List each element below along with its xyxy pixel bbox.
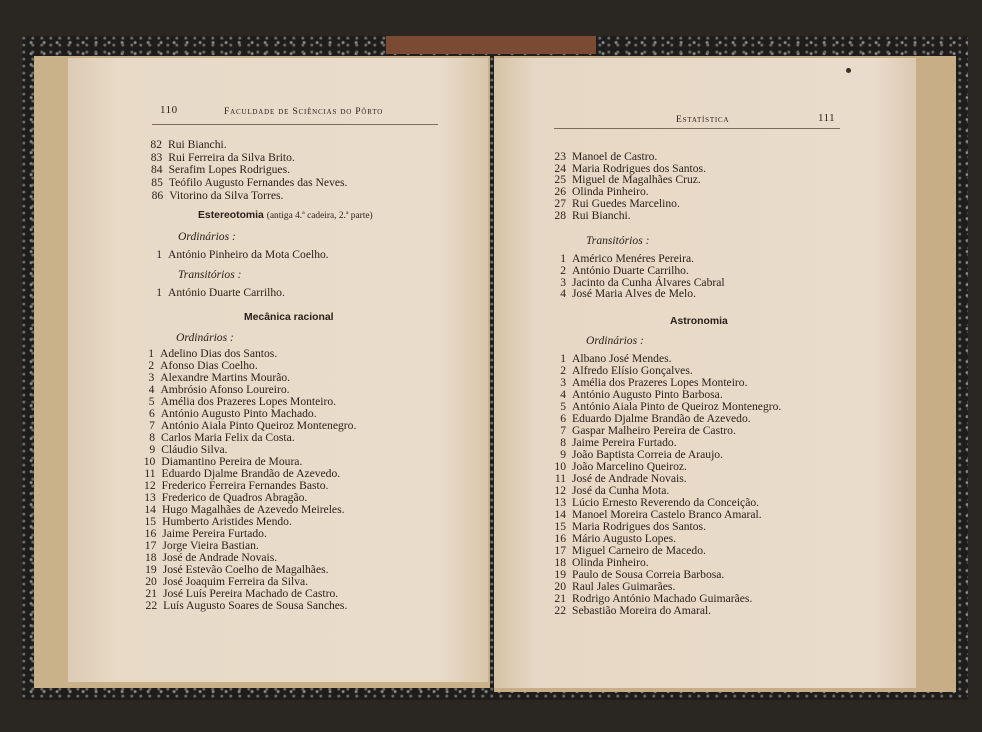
list-item (148, 138, 227, 151)
item-name: Rodrigo António Machado Guimarães. (572, 592, 753, 605)
item-name: Ambrósio Afonso Loureiro. (160, 383, 290, 396)
item-number: 25 (554, 173, 566, 187)
section-title-astronomia: Astronomia (670, 316, 728, 327)
list-item (148, 248, 329, 261)
item-name: João Baptista Correia de Araujo. (572, 448, 724, 461)
left-page (68, 58, 488, 682)
item-number: 19 (145, 563, 157, 576)
list-item (552, 287, 696, 300)
book-spine (386, 36, 596, 54)
item-number: 1 (148, 347, 154, 360)
item-number: 8 (560, 436, 566, 449)
item-name: Teófilo Augusto Fernandes das Neves. (168, 176, 348, 190)
item-name: Frederico de Quadros Abragão. (161, 491, 308, 504)
item-number: 4 (560, 287, 566, 301)
item-number: 28 (554, 208, 566, 222)
item-name: Olinda Pinheiro. (572, 556, 649, 569)
item-name: António Duarte Carrilho. (168, 286, 285, 299)
item-number: 13 (144, 491, 156, 504)
item-name: António Aiala Pinto Queiroz Montenegro. (160, 419, 357, 432)
item-name: Maria Rodrigues dos Santos. (572, 161, 706, 175)
item-name: Jaime Pereira Furtado. (572, 436, 677, 449)
item-name: José da Cunha Mota. (572, 484, 670, 497)
item-number: 24 (554, 161, 566, 175)
item-number: 6 (560, 412, 566, 425)
item-name: Maria Rodrigues dos Santos. (572, 520, 706, 533)
list-item (148, 286, 285, 299)
transitorios-label: Transitórios : (586, 234, 650, 247)
item-name: Hugo Magalhães de Azevedo Meireles. (161, 503, 345, 516)
item-number: 19 (554, 568, 566, 581)
item-name: Miguel Carneiro de Macedo. (572, 544, 706, 557)
item-name: José Estevão Coelho de Magalhães. (162, 563, 329, 576)
item-number: 4 (148, 383, 155, 396)
item-number: 18 (554, 556, 566, 569)
item-name: José Luís Pereira Machado de Castro. (163, 587, 339, 600)
item-number: 5 (148, 395, 155, 408)
item-name: Afonso Dias Coelho. (160, 359, 258, 372)
list-item (149, 176, 348, 189)
item-number: 11 (554, 472, 566, 485)
running-head: Estatística (676, 114, 730, 125)
ordinarios-label: Ordinários : (178, 230, 236, 243)
ordinarios-label: Ordinários : (586, 334, 644, 347)
item-number: 5 (560, 400, 566, 413)
item-number: 26 (554, 185, 566, 199)
item-name: António Duarte Carrilho. (572, 263, 689, 277)
item-number: 7 (560, 424, 566, 437)
item-number: 4 (560, 388, 566, 401)
item-number: 3 (560, 376, 566, 389)
item-number: 20 (145, 575, 157, 588)
transitorios-label: Transitórios : (178, 268, 242, 281)
list-item (148, 151, 295, 164)
item-number: 21 (145, 587, 157, 600)
item-number: 12 (144, 479, 156, 492)
item-name: Alfredo Elísio Gonçalves. (572, 364, 693, 377)
item-number: 16 (554, 532, 566, 545)
paper-fleck (846, 68, 851, 73)
item-number: 15 (144, 515, 157, 528)
list-item (552, 604, 711, 617)
section-title-estereotomia: Estereotomia (antiga 4.ª cadeira, 2.ª parte) (198, 210, 373, 221)
list-item (149, 189, 283, 202)
item-name: Américo Menéres Pereira. (572, 252, 695, 265)
item-name: Rui Bianchi. (168, 138, 227, 151)
header-rule (152, 124, 438, 125)
item-number: 18 (144, 551, 157, 564)
item-number: 84 (151, 163, 163, 177)
item-name: Jorge Vieira Bastian. (162, 539, 259, 552)
list-item (552, 209, 631, 222)
item-name: Diamantino Pereira de Moura. (161, 455, 303, 468)
item-name: Lúcio Ernesto Reverendo da Conceição. (572, 496, 760, 509)
item-name: Rui Guedes Marcelino. (572, 196, 680, 210)
item-number: 1 (156, 286, 162, 299)
item-name: Rui Ferreira da Silva Brito. (168, 150, 295, 164)
item-name: José de Andrade Novais. (162, 551, 278, 564)
item-name: Gaspar Malheiro Pereira de Castro. (572, 424, 736, 437)
ordinarios-label: Ordinários : (176, 331, 234, 344)
item-name: Amélia dos Prazeres Lopes Monteiro. (160, 395, 337, 408)
item-number: 10 (554, 460, 566, 473)
item-number: 82 (150, 138, 162, 151)
item-number: 1 (560, 252, 566, 265)
item-number: 14 (144, 503, 156, 516)
item-name: António Pinheiro da Mota Coelho. (168, 248, 329, 261)
item-name: Frederico Ferreira Fernandes Basto. (161, 479, 329, 492)
item-number: 13 (554, 496, 566, 509)
item-name: Carlos Maria Felix da Costa. (161, 431, 295, 444)
item-name: Manoel Moreira Castelo Branco Amaral. (572, 508, 762, 521)
item-number: 1 (560, 352, 566, 365)
section-title-mecanica: Mecânica racional (244, 312, 334, 323)
item-number: 23 (554, 150, 566, 163)
item-number: 2 (148, 359, 155, 372)
item-number: 17 (554, 544, 566, 557)
item-number: 20 (554, 580, 566, 593)
item-number: 1 (156, 248, 162, 261)
item-number: 6 (148, 407, 155, 420)
item-number: 2 (560, 263, 566, 277)
item-number: 16 (144, 527, 157, 540)
item-name: Miguel de Magalhães Cruz. (572, 173, 701, 187)
item-name: Cláudio Silva. (161, 443, 228, 456)
item-name: Luís Augusto Soares de Sousa Sanches. (163, 599, 348, 612)
item-name: João Marcelino Queiroz. (572, 460, 687, 473)
item-number: 11 (144, 467, 156, 480)
item-name: José Joaquim Ferreira da Silva. (162, 575, 309, 588)
item-number: 8 (149, 431, 156, 444)
item-name: Amélia dos Prazeres Lopes Monteiro. (572, 376, 748, 389)
header-rule (554, 128, 840, 129)
item-number: 10 (143, 455, 156, 468)
item-name: Humberto Aristides Mendo. (162, 515, 292, 528)
item-name: Adelino Dias dos Santos. (160, 347, 278, 360)
item-name: José de Andrade Novais. (572, 472, 687, 485)
item-number: 27 (554, 196, 566, 210)
item-name: Mário Augusto Lopes. (572, 532, 677, 545)
item-name: António Augusto Pinto Machado. (160, 407, 317, 420)
item-name: Jaime Pereira Furtado. (162, 527, 267, 540)
right-page (494, 58, 916, 688)
item-number: 9 (149, 443, 156, 456)
item-number: 12 (554, 484, 566, 497)
item-name: Paulo de Sousa Correia Barbosa. (572, 568, 725, 581)
item-number: 22 (145, 599, 158, 612)
item-name: Rui Bianchi. (572, 208, 631, 222)
item-name: Jacinto da Cunha Álvares Cabral (572, 275, 725, 289)
running-head: Faculdade de Sciências do Pôrto (224, 106, 384, 117)
item-number: 14 (554, 508, 566, 521)
item-number: 7 (149, 419, 155, 432)
item-name: José Maria Alves de Melo. (572, 287, 696, 301)
item-number: 22 (554, 604, 566, 617)
item-name: Manoel de Castro. (572, 150, 658, 163)
item-number: 3 (148, 371, 155, 384)
item-name: Vitorino da Silva Torres. (169, 188, 284, 202)
item-name: Raul Jales Guimarães. (572, 580, 676, 593)
item-number: 21 (554, 592, 566, 605)
item-name: Eduardo Djalme Brandão de Azevedo. (572, 412, 751, 425)
item-number: 2 (560, 364, 566, 377)
list-item (143, 599, 347, 612)
item-number: 3 (560, 275, 566, 289)
item-name: Eduardo Djalme Brandão de Azevedo. (161, 467, 341, 480)
item-name: Sebastião Moreira do Amaral. (572, 604, 712, 617)
item-number: 15 (554, 520, 566, 533)
item-number: 85 (151, 176, 163, 190)
item-name: António Augusto Pinto Barbosa. (572, 388, 723, 401)
list-item (149, 163, 290, 176)
item-number: 17 (144, 539, 157, 552)
item-name: Olinda Pinheiro. (572, 185, 649, 199)
item-name: Serafim Lopes Rodrigues. (168, 163, 290, 177)
item-number: 86 (151, 188, 164, 202)
item-number: 9 (560, 448, 566, 461)
item-name: Alexandre Martins Mourão. (160, 371, 291, 384)
item-name: Albano José Mendes. (572, 352, 672, 365)
item-name: António Aiala Pinto de Queiroz Montenegro. (572, 400, 782, 413)
item-number: 83 (150, 150, 163, 164)
page-number: 110 (160, 104, 178, 116)
page-number: 111 (818, 112, 836, 124)
